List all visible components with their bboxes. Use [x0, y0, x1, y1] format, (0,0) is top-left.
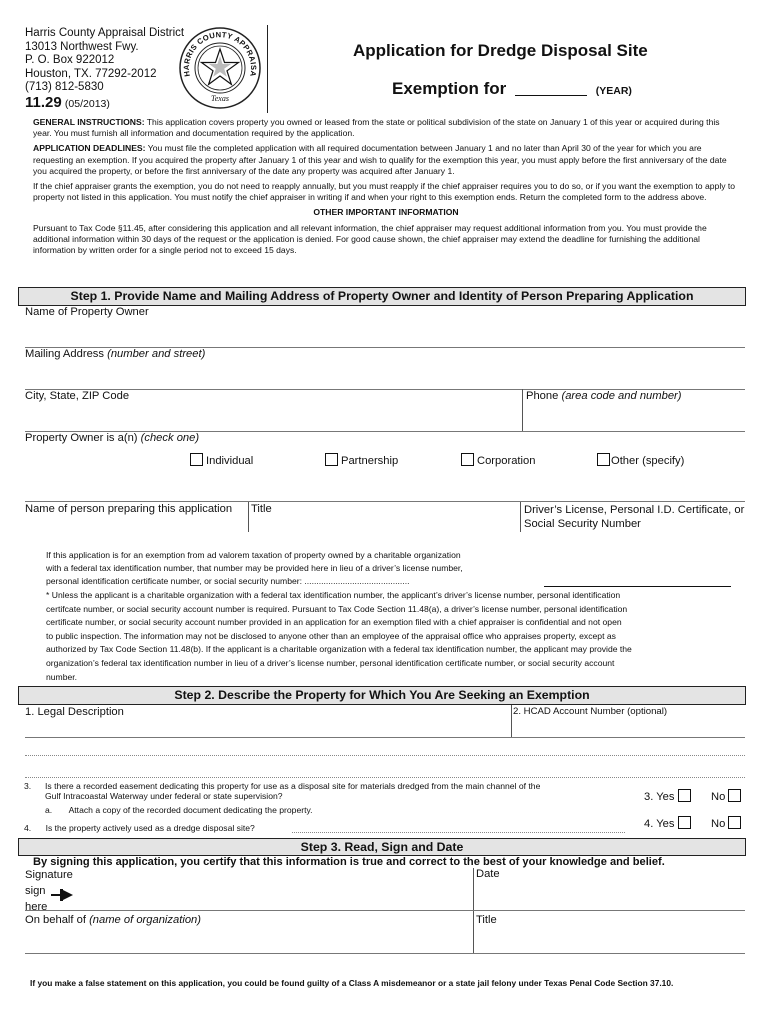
- county-seal: [178, 26, 262, 110]
- legal-description-field[interactable]: [25, 722, 510, 737]
- charity-line-3: personal identification certificate number, or social security number: ............................................: [46, 576, 410, 586]
- hcad-divider: [511, 705, 512, 737]
- step2-heading: Step 2. Describe the Property for Which You Are Seeking an Exemption: [18, 686, 746, 705]
- q4-text: Is the property actively used as a dredge disposal site?: [45, 823, 255, 833]
- city-state-zip-field[interactable]: [25, 406, 520, 430]
- behalf-title-divider: [473, 911, 474, 953]
- agency-po-box: P. O. Box 922012: [25, 54, 115, 66]
- agency-street: 13013 Northwest Fwy.: [25, 40, 139, 53]
- unless-paragraph: [46, 589, 746, 684]
- other-label: Other (specify): [611, 455, 685, 467]
- charity-line-1: If this application is for an exemption from ad valorem taxation of property owned by a charitable organization: [46, 550, 461, 560]
- corporation-label: Corporation: [477, 455, 536, 467]
- agency-city: Houston, TX. 77292-2012: [25, 67, 157, 80]
- signature-rule: [25, 910, 745, 911]
- city-state-zip-label: City, State, ZIP Code: [25, 390, 130, 402]
- q4-no-label: No: [711, 818, 726, 830]
- hcad-account-label: 2. HCAD Account Number (optional): [513, 706, 668, 717]
- owner-type-rule: [25, 501, 745, 502]
- partnership-label: Partnership: [341, 455, 399, 467]
- q3-no-label: No: [711, 791, 726, 803]
- general-instructions-label: GENERAL INSTRUCTIONS:: [33, 117, 145, 127]
- false-statement-warning: If you make a false statement on this application, you could be found guilty of a Class A misdemeanor or a state jail felony under Texas Penal Code Section 37.10.: [30, 978, 674, 988]
- q3-no-option[interactable]: [711, 789, 741, 803]
- phone-field[interactable]: [526, 406, 745, 430]
- preparer-title-divider: [248, 502, 249, 532]
- signature-label-line3: here: [25, 900, 48, 913]
- exemption-year-line: [392, 79, 632, 99]
- seal-ring-text: HARRIS COUNTY APPRAISA: [181, 30, 259, 78]
- behalf-rule: [25, 953, 745, 954]
- behalf-label: [25, 914, 201, 926]
- owner-type-other[interactable]: [597, 453, 684, 467]
- agency-phone: (713) 812-5830: [25, 81, 104, 93]
- unless-line-6: organization’s federal tax identification number in lieu of a driver’s license number, personal identification certificate number, or social security account: [46, 657, 615, 668]
- q4-yes-label: 4. Yes: [644, 818, 675, 830]
- general-instructions: [33, 117, 739, 139]
- charity-line-2: with a federal tax identification number, that number may be provided here in lieu of a driver’s license number,: [46, 563, 463, 573]
- q3a-letter: a.: [45, 805, 53, 815]
- header-divider: [267, 25, 268, 113]
- partnership-checkbox[interactable]: [325, 453, 338, 466]
- owner-type-corporation[interactable]: [461, 453, 535, 467]
- individual-checkbox[interactable]: [190, 453, 203, 466]
- owner-name-field[interactable]: [25, 322, 745, 346]
- form-number: 11.29: [25, 93, 62, 111]
- q3-yes-checkbox[interactable]: [678, 789, 691, 802]
- owner-type-hint: (check one): [140, 432, 200, 444]
- owner-type-label-text: Property Owner is a(n): [25, 432, 138, 444]
- legal-description-label: 1. Legal Description: [25, 706, 124, 718]
- phone-label-text: Phone: [526, 390, 559, 402]
- owner-type-label: [25, 432, 199, 444]
- seal-texas-text: Texas: [211, 94, 229, 103]
- unless-line-3: certificate number, or social security account number provided in an application for an exemption filed with a chief appraiser is confidential and not open: [46, 617, 622, 628]
- q3-yes-option[interactable]: [644, 789, 691, 803]
- individual-label: Individual: [206, 455, 254, 467]
- other-info-paragraph: Pursuant to Tax Code §11.45, after considering this application and all relevant information, the chief appraiser may request additional information from you. You must provide the additional information within 30 days of the request or the application is denied. For good cause shown, the chief appraiser may extend the deadline for furnishing the additional information by written order for a single period not to exceed 15 days.: [33, 222, 707, 256]
- owner-type-partnership[interactable]: [325, 453, 398, 467]
- behalf-field[interactable]: [25, 930, 470, 952]
- step1-heading: Step 1. Provide Name and Mailing Address of Property Owner and Identity of Person Preparing Application: [18, 287, 746, 306]
- behalf-label-text: On behalf of: [25, 914, 86, 926]
- q3-no-checkbox[interactable]: [728, 789, 741, 802]
- federal-tax-id-field[interactable]: [544, 574, 731, 587]
- license-label-line2: Social Security Number: [524, 518, 641, 530]
- application-deadlines: [33, 143, 739, 177]
- signature-field[interactable]: [80, 870, 470, 910]
- instructions-block: [33, 117, 739, 256]
- phone-label: [526, 390, 682, 402]
- q4-no-checkbox[interactable]: [728, 816, 741, 829]
- question-3a: [45, 805, 313, 816]
- q4-number: 4.: [24, 823, 32, 833]
- step3-heading: Step 3. Read, Sign and Date: [18, 838, 746, 856]
- certification-statement: By signing this application, you certify that this information is true and correct to the best of your knowledge and belief.: [33, 856, 665, 868]
- phone-hint: (area code and number): [561, 390, 682, 402]
- agency-name: Harris County Appraisal District: [25, 27, 185, 39]
- q4-answer-line: [292, 832, 625, 833]
- preparer-license-divider: [520, 502, 521, 532]
- q3-yes-label: 3. Yes: [644, 791, 675, 803]
- unless-line-2: certifcate number, or social security account number is required. Pursuant to Tax Code Section 11.48(a), a driver’s license number, personal identification: [46, 603, 628, 614]
- preparer-title-label: Title: [251, 503, 272, 515]
- hcad-account-field[interactable]: [513, 720, 745, 736]
- owner-type-individual[interactable]: [190, 453, 253, 467]
- q3-text-line1: Is there a recorded easement dedicating this property for use as a disposal site for materials dredged from the main channel of the: [45, 781, 541, 791]
- corporation-checkbox[interactable]: [461, 453, 474, 466]
- license-label-line1: Driver’s License, Personal I.D. Certificate, or: [524, 504, 745, 516]
- other-checkbox[interactable]: [597, 453, 610, 466]
- agency-address-block: [25, 27, 184, 111]
- q4-yes-option[interactable]: [644, 816, 691, 830]
- legal-rule-3: [25, 777, 745, 778]
- unless-line-5: authorized by Tax Code Section 11.48(b). If the applicant is a charitable organization with a federal tax identification number, the applicant may provide the: [46, 644, 632, 655]
- general-instructions-text: This application covers property you owned or leased from the state or political subdivision of the state on January 1 of this year or acquired during this year. You must furnish all information and documentation required by the application.: [33, 117, 720, 139]
- deadlines-label: APPLICATION DEADLINES:: [33, 143, 146, 154]
- mailing-address-label: [25, 348, 205, 360]
- legal-rule-2: [25, 755, 745, 756]
- date-label: Date: [476, 868, 500, 880]
- owner-name-label: Name of Property Owner: [25, 306, 149, 318]
- signer-title-field[interactable]: [476, 930, 745, 952]
- mailing-hint: (number and street): [107, 348, 206, 360]
- date-field[interactable]: [476, 884, 745, 910]
- q4-no-option[interactable]: [711, 816, 741, 830]
- date-divider: [473, 868, 474, 910]
- legal-rule-1: [25, 737, 745, 738]
- unless-line-7: number.: [46, 671, 78, 682]
- year-label: (YEAR): [595, 85, 632, 97]
- license-label: [524, 503, 744, 531]
- behalf-hint: (name of organization): [89, 914, 201, 926]
- question-3: [24, 781, 624, 801]
- form-title: Application for Dredge Disposal Site: [353, 41, 648, 60]
- mailing-label-text: Mailing Address: [25, 348, 104, 360]
- q3a-text: Attach a copy of the recorded document dedicating the property.: [68, 805, 313, 815]
- sign-here-arrow-icon: [51, 888, 73, 907]
- q3-number: 3.: [24, 781, 32, 791]
- form-id: [25, 93, 184, 112]
- signature-label-line1: Signature: [25, 869, 73, 881]
- form-date: (05/2013): [64, 97, 110, 110]
- signature-label-line2: sign: [25, 884, 46, 897]
- unless-line-1: * Unless the applicant is a charitable organization with a federal tax identification number, the applicant’s driver’s license number, personal identification: [46, 590, 621, 600]
- deadlines-text: You must file the completed application with all required documentation between January 1 and no later than April 30 of the year for which you are requesting an exemption. If you acquired the property after January 1 of this year and wish to qualify for the exemption this year, you must apply before the first anniversary of the date you acquired the property, or before the first anniversary of the date any property was acquired after January 1.: [33, 143, 727, 176]
- unless-line-4: to public inspection. The information may not be disclosed to anyone other than an employee of the appraisal office who appraises property, except as: [46, 630, 616, 641]
- other-info-heading: OTHER IMPORTANT INFORMATION: [313, 207, 459, 218]
- question-4: [24, 823, 255, 834]
- mailing-address-field[interactable]: [25, 364, 745, 388]
- exemption-for-text: Exemption for: [392, 79, 507, 98]
- grant-paragraph: If the chief appraiser grants the exemption, you do not need to reapply annually, but you must reapply if the chief appraiser requires you to do so, or if you want the exemption to apply to property not listed in this application. You must notify the chief appraiser in writing if and when your right to this exemption ends. Return the completed form to the address above.: [33, 181, 736, 203]
- q4-yes-checkbox[interactable]: [678, 816, 691, 829]
- preparer-name-label: Name of person preparing this application: [25, 503, 233, 515]
- signer-title-label: Title: [476, 914, 497, 926]
- q3-text-line2: Gulf Intracoastal Waterway under federal or state supervision?: [45, 791, 283, 801]
- phone-divider: [522, 389, 523, 431]
- year-blank[interactable]: [515, 95, 587, 96]
